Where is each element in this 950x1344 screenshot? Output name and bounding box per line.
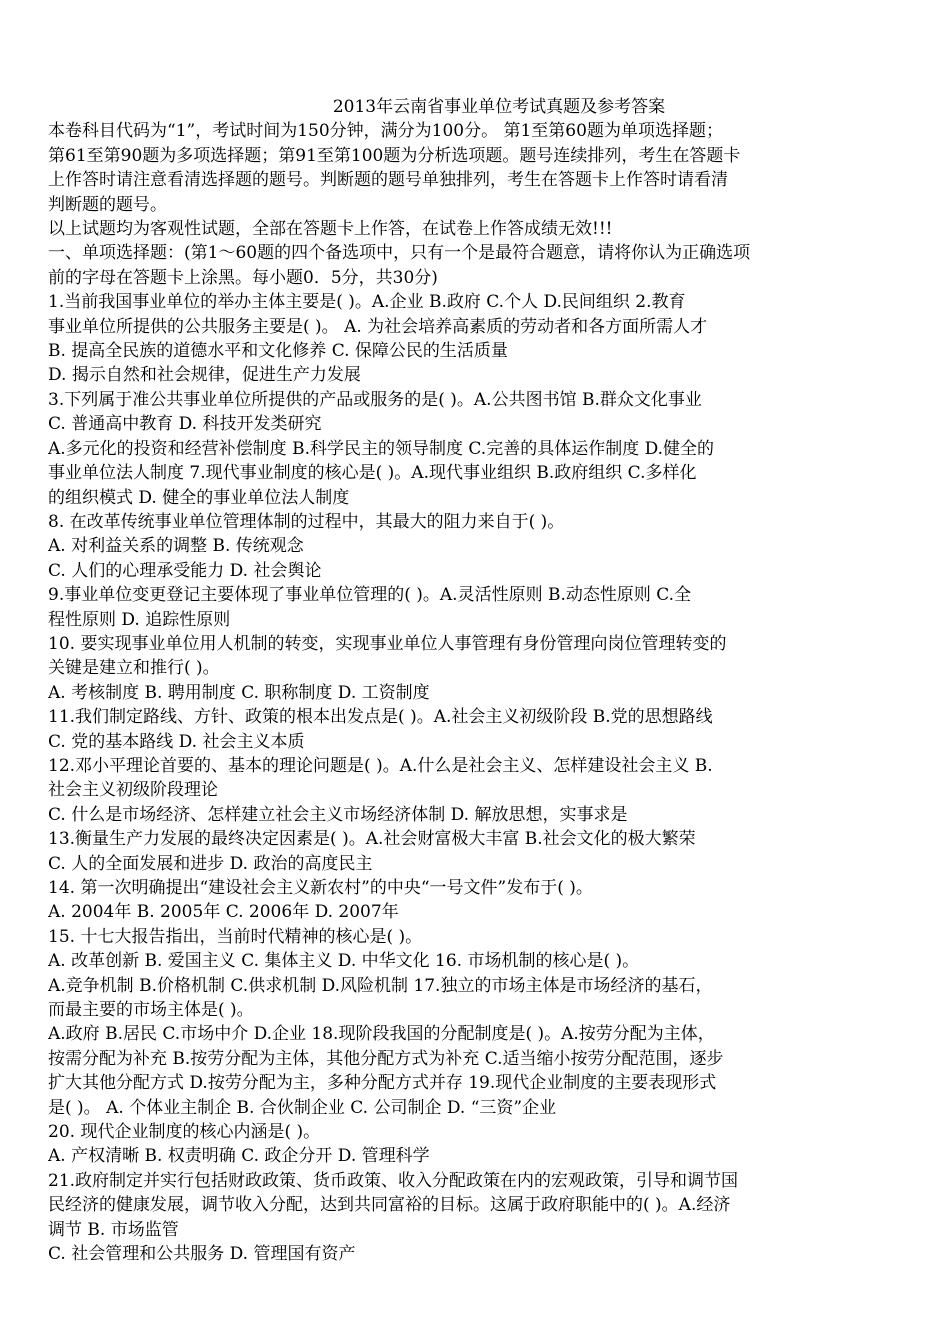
text-line: C. 党的基本路线 D. 社会主义本质 [48, 731, 305, 752]
text-line: 本卷科目代码为“1”，考试时间为150分钟，满分为100分。 第1至第60题为单项选择题； [48, 121, 723, 142]
text-line: 1.当前我国事业单位的举办主体主要是( )。A.企业 B.政府 C.个人 D.民间组织 2.教育 [48, 292, 686, 313]
text-line: A. 产权清晰 B. 权责明确 C. 政企分开 D. 管理科学 [48, 1146, 430, 1167]
text-line: 15. 十七大报告指出，当前时代精神的核心是( )。 [48, 926, 423, 947]
text-line: 3.下列属于准公共事业单位所提供的产品或服务的是( )。A.公共图书馆 B.群众文化事业 [48, 389, 702, 410]
text-line: A. 考核制度 B. 聘用制度 C. 职称制度 D. 工资制度 [48, 682, 430, 703]
text-line: B. 提高全民族的道德水平和文化修养 C. 保障公民的生活质量 [48, 341, 508, 362]
text-line: A. 改革创新 B. 爱国主义 C. 集体主义 D. 中华文化 16. 市场机制的核心是( )。 [48, 951, 640, 972]
text-line: 11.我们制定路线、方针、政策的根本出发点是( )。A.社会主义初级阶段 B.党的思想路线 [48, 707, 713, 728]
text-line: D. 揭示自然和社会规律，促进生产力发展 [48, 365, 361, 386]
document-body [48, 119, 910, 1266]
text-line: A.政府 B.居民 C.市场中介 D.企业 18.现阶段我国的分配制度是( )。A.按劳分配为主体， [48, 1024, 715, 1045]
text-line: C. 普通高中教育 D. 科技开发类研究 [48, 414, 322, 435]
text-line: 以上试题均为客观性试题，全部在答题卡上作答，在试卷上作答成绩无效!!! [48, 219, 613, 240]
text-line: 14. 第一次明确提出“建设社会主义新农村”的中央“一号文件”发布于( )。 [48, 878, 593, 898]
text-line: 12.邓小平理论首要的、基本的理论问题是( )。A.什么是社会主义、怎样建设社会主义 B. [48, 755, 713, 776]
text-line: C. 人的全面发展和进步 D. 政治的高度民主 [48, 853, 373, 874]
text-line: 9.事业单位变更登记主要体现了事业单位管理的( )。A.灵活性原则 B.动态性原则 C.全 [48, 585, 692, 606]
text-line: 第61至第90题为多项选择题；第91至第100题为分析选项题。题号连续排列，考生在答题卡 [48, 145, 741, 166]
document-title: 2013年云南省事业单位考试真题及参考答案 [332, 97, 666, 117]
text-line: C. 社会管理和公共服务 D. 管理国有资产 [48, 1244, 356, 1265]
text-line: 关键是建立和推行( )。 [48, 658, 220, 679]
text-line: C. 什么是市场经济、怎样建立社会主义市场经济体制 D. 解放思想，实事求是 [48, 804, 628, 825]
text-line: 上作答时请注意看清选择题的题号。判断题的题号单独排列，考生在答题卡上作答时请看清 [48, 170, 728, 191]
text-line: 程性原则 D. 追踪性原则 [48, 609, 231, 630]
text-line: 21.政府制定并实行包括财政政策、货币政策、收入分配政策在内的宏观政策，引导和调节国 [48, 1170, 739, 1191]
text-line: 20. 现代企业制度的核心内涵是( )。 [48, 1122, 321, 1143]
text-line: 按需分配为补充 B.按劳分配为主体，其他分配方式为补充 C.适当缩小按劳分配范围，逐步 [48, 1048, 724, 1069]
text-line: A. 对利益关系的调整 B. 传统观念 [48, 536, 304, 557]
text-line: 而最主要的市场主体是( )。 [48, 1000, 254, 1021]
text-line: 事业单位所提供的公共服务主要是( )。 A. 为社会培养高素质的劳动者和各方面所需人才 [48, 316, 708, 337]
text-line: 的组织模式 D. 健全的事业单位法人制度 [48, 487, 350, 508]
text-line: 13.衡量生产力发展的最终决定因素是( )。A.社会财富极大丰富 B.社会文化的极大繁荣 [48, 829, 696, 850]
text-line: 前的字母在答题卡上涂黑。每小题0．5分，共30分) [48, 267, 438, 288]
text-line: A.竞争机制 B.价格机制 C.供求机制 D.风险机制 17.独立的市场主体是市场经济的基石， [48, 975, 713, 996]
text-line: 是( )。 A. 个体业主制企 B. 合伙制企业 C. 公司制企 D. “三资”企业 [48, 1097, 557, 1118]
text-line: A. 2004年 B. 2005年 C. 2006年 D. 2007年 [48, 902, 399, 923]
text-line: 社会主义初级阶段理论 [48, 780, 218, 801]
text-line: 10. 要实现事业单位用人机制的转变，实现事业单位人事管理有身份管理向岗位管理转变的 [48, 633, 727, 654]
text-line: 一、单项选择题：(第1～60题的四个备选项中，只有一个是最符合题意，请将你认为正确选项 [48, 243, 751, 264]
text-line: 民经济的健康发展，调节收入分配，达到共同富裕的目标。这属于政府职能中的( )。A.经济 [48, 1195, 731, 1216]
text-line: A.多元化的投资和经营补偿制度 B.科学民主的领导制度 C.完善的具体运作制度 D.健全的 [48, 438, 715, 459]
text-line: 事业单位法人制度 7.现代事业制度的核心是( )。A.现代事业组织 B.政府组织 C.多样化 [48, 463, 697, 484]
text-line: C. 人们的心理承受能力 D. 社会舆论 [48, 560, 322, 581]
text-line: 扩大其他分配方式 D.按劳分配为主，多种分配方式并存 19.现代企业制度的主要表现形式 [48, 1073, 717, 1094]
text-line: 8. 在改革传统事业单位管理体制的过程中，其最大的阻力来自于( )。 [48, 511, 565, 532]
text-line: 调节 B. 市场监管 [48, 1219, 179, 1240]
text-line: 判断题的题号。 [48, 194, 167, 215]
document-page [48, 95, 910, 1267]
